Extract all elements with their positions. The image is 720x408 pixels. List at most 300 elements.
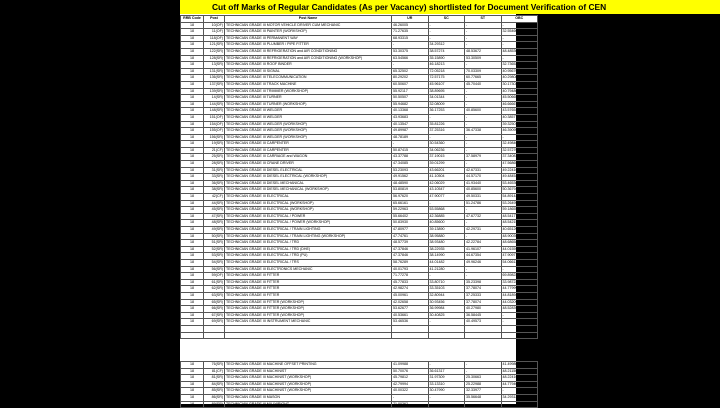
cell-ur: 47.37846 [392, 253, 429, 260]
cell-sc: - [428, 394, 465, 401]
cell-sc: 42.06029 [428, 180, 465, 187]
cell-post: 45(SR) [204, 207, 225, 214]
cell-obc: 32.57270 [501, 147, 538, 154]
cell-rrb-code: 18 [181, 394, 204, 401]
cell-sc: - [428, 134, 465, 141]
cell-st: 36.58445 [465, 312, 502, 319]
cell-post: 85(SR) [204, 388, 225, 395]
cell-sc: 33.35103 [428, 286, 465, 293]
cell-obc: - [501, 55, 538, 62]
cell-obc: - [501, 319, 538, 326]
cell-post: 49(SR) [204, 227, 225, 234]
cell-post-name: TECHNICIAN GRADE III FITTER [225, 273, 392, 280]
cell-st: - [465, 161, 502, 168]
cell-post: 76(SR) [204, 362, 225, 369]
table-row [181, 332, 538, 339]
cell-obc: 40.95676 [501, 68, 538, 75]
cell-post-name: TECHNICIAN GRADE III MACHINIST (WORKSHOP) [225, 381, 392, 388]
table-row [181, 240, 538, 247]
table-row [181, 368, 538, 375]
cell-rrb-code: 18 [181, 29, 204, 36]
cell-post: 84(SR) [204, 381, 225, 388]
cell-post-name: TECHNICIAN GRADE III ELECTRICAL / TRD [225, 240, 392, 247]
cell-sc: 32.08009 [428, 101, 465, 108]
cell-sc [428, 325, 465, 332]
cell-st: - [465, 401, 502, 408]
table-row [181, 362, 538, 369]
cell-ur [392, 325, 429, 332]
document-title: Cut off Marks of Regular Candidates (As per Vacancy) shortlisted for Document Verification of CEN [180, 0, 720, 14]
cell-st [465, 332, 502, 339]
cell-sc: 47.90077 [428, 194, 465, 201]
cell-rrb-code: 18 [181, 22, 204, 29]
cell-obc: - [501, 266, 538, 273]
cell-rrb-code: 18 [181, 88, 204, 95]
table-row [181, 312, 538, 319]
cell-rrb-code: 18 [181, 62, 204, 69]
cell-sc: 33.13310 [428, 381, 465, 388]
cell-ur: 50.50507 [392, 95, 429, 102]
cell-sc: 39.01299 [428, 161, 465, 168]
cell-post-name: TECHNICIAN GRADE III DIESEL ELECTRICAL [225, 167, 392, 174]
cell-obc: 49.48454 [501, 174, 538, 181]
cell-ur: 45.79812 [392, 375, 429, 382]
cell-ur: 46.26005 [392, 22, 429, 29]
cell-sc: 30.47990 [428, 388, 465, 395]
cell-ur [392, 332, 429, 339]
cell-obc: 46.66667 [501, 101, 538, 108]
cell-post [204, 325, 225, 332]
cell-post: 21(CF) [204, 147, 225, 154]
cell-post-name: TECHNICIAN GRADE III WELDER [225, 114, 392, 121]
cell-obc: 44.01559 [501, 246, 538, 253]
cell-post: 59(OF) [204, 273, 225, 280]
cell-rrb-code: 18 [181, 161, 204, 168]
cell-st: 37.78074 [465, 286, 502, 293]
cell-sc [428, 332, 465, 339]
header-rrb-code: RRB Code [181, 16, 204, 23]
cell-rrb-code: 18 [181, 246, 204, 253]
cell-st: 45.70440 [465, 81, 502, 88]
table-row [181, 134, 538, 141]
cell-post: 156(SR) [204, 134, 225, 141]
cell-obc: 44.77999 [501, 286, 538, 293]
cell-sc: 31.97309 [428, 375, 465, 382]
cell-obc: 32.73652 [501, 62, 538, 69]
cell-ur: 53.30375 [392, 48, 429, 55]
cell-st: - [465, 62, 502, 69]
cell-sc: 40.85600 [428, 220, 465, 227]
cell-rrb-code: 18 [181, 200, 204, 207]
cell-sc: 72.05218 [428, 68, 465, 75]
cell-post-name: TECHNICIAN GRADE III TRIMMER (WORKSHOP) [225, 88, 392, 95]
cell-post-name: TECHNICIAN GRADE III WELDER [225, 108, 392, 115]
cell-st: 37.78074 [465, 299, 502, 306]
cell-post-name: TECHNICIAN GRADE III CARPENTER [225, 147, 392, 154]
cell-ur: 58.76289 [392, 259, 429, 266]
cell-sc: 30.40825 [428, 312, 465, 319]
cell-post-name: TECHNICIAN GRADE III INSTRUMENT MECHANIC [225, 319, 392, 326]
cell-obc: - [501, 401, 538, 408]
cell-post-name: TECHNICIAN GRADE III ELECTRONICS MECHANIC [225, 266, 392, 273]
cell-post-name: TECHNICIAN GRADE III ELECTRICAL / TRD (DHE) [225, 246, 392, 253]
cell-rrb-code: 18 [181, 55, 204, 62]
cell-st: 41.93440 [465, 180, 502, 187]
cell-rrb-code: 18 [181, 154, 204, 161]
cell-rrb-code: 18 [181, 114, 204, 121]
cell-post: 67(SR) [204, 312, 225, 319]
cell-ur: 59.22963 [392, 207, 429, 214]
table-row [181, 292, 538, 299]
cell-rrb-code: 18 [181, 35, 204, 42]
cell-post: 44(SR) [204, 200, 225, 207]
table-row [181, 174, 538, 181]
cell-post-name: TECHNICIAN GRADE III DIESEL MECHANICAL (WORKSHOP) [225, 187, 392, 194]
cell-post-name: TECHNICIAN GRADE III ELECTRICAL / TRAIN LIGHTING [225, 227, 392, 234]
cell-obc: - [501, 312, 538, 319]
cell-post: 62(SR) [204, 286, 225, 293]
cell-st: - [465, 35, 502, 42]
cell-ur: - [392, 394, 429, 401]
cell-post: 69(SR) [204, 319, 225, 326]
table-row [181, 401, 538, 408]
cell-obc: 48.22416 [501, 375, 538, 382]
page-gap [180, 346, 516, 360]
cell-ur: 60.50607 [392, 81, 429, 88]
table-row [181, 207, 538, 214]
cell-obc: 37.34081 [501, 154, 538, 161]
cell-post: 65(SR) [204, 299, 225, 306]
cell-obc: 43.57654 [501, 108, 538, 115]
cell-rrb-code: 18 [181, 180, 204, 187]
header-post: Post [204, 16, 225, 23]
cell-st: 35.23398 [465, 279, 502, 286]
table-row [181, 88, 538, 95]
table-row [181, 286, 538, 293]
cell-ur: 63.54566 [392, 55, 429, 62]
cell-post-name: TECHNICIAN GRADE III ELECTRICAL / TRAIN LIGHTING (WORKSHOP) [225, 233, 392, 240]
cell-sc: 34.06236 [428, 147, 465, 154]
cell-post-name: TECHNICIAN GRADE III FITTER [225, 279, 392, 286]
table-row [181, 161, 538, 168]
cell-sc: 41.21280 [428, 266, 465, 273]
table-row [181, 22, 538, 29]
cell-st: 44.67354 [465, 253, 502, 260]
cell-sc: 43.10547 [428, 187, 465, 194]
cell-ur: 53.46536 [392, 319, 429, 326]
cell-sc: - [428, 29, 465, 36]
cell-ur: 42.02658 [392, 299, 429, 306]
cell-post-name: TECHNICIAN GRADE III FITTER [225, 292, 392, 299]
cell-st: 53.30509 [465, 55, 502, 62]
table-row [181, 306, 538, 313]
cell-ur: 43.93683 [392, 114, 429, 121]
cell-ur: 45.00961 [392, 292, 429, 299]
cell-st: 49.96246 [465, 259, 502, 266]
cell-sc: 53.55868 [428, 207, 465, 214]
cell-rrb-code: 18 [181, 141, 204, 148]
cell-rrb-code: 18 [181, 81, 204, 88]
cell-ur: 55.66402 [392, 213, 429, 220]
cell-post-name: TECHNICIAN GRADE III TRACK MACHINE [225, 81, 392, 88]
cell-st: 37.25333 [465, 292, 502, 299]
cell-rrb-code: 18 [181, 306, 204, 313]
cell-ur: 42.79994 [392, 381, 429, 388]
cell-ur: 68.93315 [392, 35, 429, 42]
cell-st: 60.77665 [465, 75, 502, 82]
cell-sc: 34.01344 [428, 95, 465, 102]
cell-sc: 41.10504 [428, 174, 465, 181]
cell-obc: 54.89144 [501, 194, 538, 201]
cell-obc: 53.46530 [501, 180, 538, 187]
cell-sc: - [428, 273, 465, 280]
table-row [181, 279, 538, 286]
cell-rrb-code: 18 [181, 279, 204, 286]
cell-obc: 48.48530 [501, 48, 538, 55]
table-row [181, 128, 538, 135]
table-row [181, 319, 538, 326]
table-row [181, 42, 538, 49]
cell-rrb-code: 18 [181, 259, 204, 266]
cell-obc: - [501, 35, 538, 42]
cell-post-name: TECHNICIAN GRADE III TELECOMMUNICATION [225, 75, 392, 82]
cell-ur: 49.89987 [392, 128, 429, 135]
cell-sc: - [428, 401, 465, 408]
cell-obc: 32.49846 [501, 141, 538, 148]
cell-st: 36.47338 [465, 128, 502, 135]
table-row [181, 213, 538, 220]
cell-post-name: TECHNICIAN GRADE III ELECTRICAL [225, 194, 392, 201]
cell-rrb-code: 18 [181, 381, 204, 388]
table-row [181, 75, 538, 82]
cell-ur: 71.27635 [392, 29, 429, 36]
cell-obc: 44.03209 [501, 299, 538, 306]
cell-sc: 38.95880 [428, 233, 465, 240]
header-st: ST [465, 16, 502, 23]
cell-post-name: TECHNICIAN GRADE III CARRIAGE and WAGON [225, 154, 392, 161]
cell-post-name: TECHNICIAN GRADE III ROOF BINDER [225, 62, 392, 69]
cell-st: - [465, 101, 502, 108]
table-row [181, 114, 538, 121]
cell-rrb-code: 18 [181, 362, 204, 369]
cell-obc: 48.90039 [501, 233, 538, 240]
table-row [181, 246, 538, 253]
cell-ur: 50.87415 [392, 147, 429, 154]
cell-obc: 50.36794 [501, 187, 538, 194]
table-row [181, 154, 538, 161]
cell-post-name: TECHNICIAN GRADE III WELDER (WORKSHOP) [225, 128, 392, 135]
cell-ur: 55.92117 [392, 88, 429, 95]
cell-st: 44.57170 [465, 174, 502, 181]
cell-st: 35.56648 [465, 394, 502, 401]
cell-post [204, 332, 225, 339]
cell-ur: - [392, 42, 429, 49]
table-row [181, 194, 538, 201]
cell-st: 48.53672 [465, 48, 502, 55]
table-row [181, 62, 538, 69]
table-row [181, 81, 538, 88]
cell-ur: 65.32502 [392, 68, 429, 75]
cell-ur: - [392, 62, 429, 69]
cell-rrb-code: 18 [181, 273, 204, 280]
cell-post: 81(SR) [204, 375, 225, 382]
cell-post: 81(CF) [204, 368, 225, 375]
cell-st: - [465, 29, 502, 36]
table-row [181, 220, 538, 227]
cell-st: 70.03309 [465, 68, 502, 75]
cell-st: 42.29731 [465, 227, 502, 234]
cell-post-name: TECHNICIAN GRADE III MILLWRIGHT [225, 401, 392, 408]
cell-sc: - [428, 114, 465, 121]
cell-ur: 71.00362 [392, 401, 429, 408]
cell-post-name: TECHNICIAN GRADE III CARPENTER [225, 141, 392, 148]
table-row [181, 200, 538, 207]
cell-sc: 36.99984 [428, 306, 465, 313]
cell-rrb-code: 18 [181, 207, 204, 214]
table-row [181, 121, 538, 128]
cell-obc: 48.52839 [501, 306, 538, 313]
cell-ur: 53.62677 [392, 306, 429, 313]
cell-post-name: TECHNICIAN GRADE III WELDER (WORKSHOP) [225, 121, 392, 128]
cell-ur: 47.74761 [392, 233, 429, 240]
cell-ur: 56.97620 [392, 194, 429, 201]
table-row [181, 394, 538, 401]
cell-st: 40.85600 [465, 187, 502, 194]
cell-sc: 38.93480 [428, 240, 465, 247]
cell-ur: 48.57739 [392, 240, 429, 247]
cell-post-name: TECHNICIAN GRADE III REFRIGERATION and AIR CONDITIONING [225, 48, 392, 55]
cell-post: 25(SR) [204, 154, 225, 161]
cell-post-name: TECHNICIAN GRADE III ELECTRICAL (WORKSHOP) [225, 200, 392, 207]
cell-ur: 65.66161 [392, 200, 429, 207]
cell-obc: 40.79486 [501, 88, 538, 95]
cell-st: - [465, 220, 502, 227]
cell-ur: 40.13547 [392, 121, 429, 128]
cell-post: 137(SR) [204, 81, 225, 88]
cell-post-name: TECHNICIAN GRADE III REFRIGERATION and AIR CONDITIONING (WORKSHOP) [225, 55, 392, 62]
cell-rrb-code: 18 [181, 147, 204, 154]
table-row [181, 299, 538, 306]
table-row [181, 381, 538, 388]
cell-sc: 37.19015 [428, 154, 465, 161]
cell-rrb-code: 18 [181, 101, 204, 108]
cell-st: - [465, 207, 502, 214]
cell-rrb-code: 18 [181, 174, 204, 181]
cell-ur: 43.37788 [392, 154, 429, 161]
cell-post: 53(SR) [204, 253, 225, 260]
table-row [181, 141, 538, 148]
table-row [181, 180, 538, 187]
cell-rrb-code [181, 325, 204, 332]
cell-obc: 59.18655 [501, 207, 538, 214]
cell-rrb-code [181, 332, 204, 339]
cell-ur: - [392, 141, 429, 148]
cell-post: 50(SR) [204, 233, 225, 240]
cell-post-name: TECHNICIAN GRADE III SIGNAL [225, 68, 392, 75]
table-row [181, 29, 538, 36]
cell-obc: 48.21156 [501, 368, 538, 375]
cell-post-name: TECHNICIAN GRADE III ELECTRICAL (WORKSHOP) [225, 207, 392, 214]
cell-st: 40.49573 [465, 319, 502, 326]
cell-st: - [465, 368, 502, 375]
cell-rrb-code: 18 [181, 121, 204, 128]
header-post-name: Post Name [225, 16, 392, 23]
cell-rrb-code: 18 [181, 388, 204, 395]
cell-post-name: TECHNICIAN GRADE III MACHINIST [225, 368, 392, 375]
cell-post: 131(SR) [204, 68, 225, 75]
cutoff-table-bottom [180, 361, 538, 408]
cell-sc: 46.18213 [428, 62, 465, 69]
cell-rrb-code: 18 [181, 213, 204, 220]
table-row [181, 253, 538, 260]
cell-post-name: TECHNICIAN GRADE III TURNER [225, 95, 392, 102]
cell-st: 41.96107 [465, 246, 502, 253]
cell-rrb-code: 18 [181, 227, 204, 234]
cell-ur: 40.00322 [392, 388, 429, 395]
cell-sc: 36.17253 [428, 108, 465, 115]
cell-post: 13(SR) [204, 62, 225, 69]
cell-obc: 40.29808 [501, 75, 538, 82]
cell-rrb-code: 18 [181, 194, 204, 201]
cell-obc: 48.54177 [501, 213, 538, 220]
cell-obc: 30.17302 [501, 81, 538, 88]
cell-obc: 47.56865 [501, 161, 538, 168]
cell-ur: 47.34085 [392, 161, 429, 168]
cell-ur: 50.83930 [392, 220, 429, 227]
cell-rrb-code: 18 [181, 299, 204, 306]
cell-post: 14(SR) [204, 95, 225, 102]
cell-st: 42.67331 [465, 167, 502, 174]
cell-obc: - [501, 22, 538, 29]
cell-ur: 40.01793 [392, 266, 429, 273]
cell-sc: 45.96107 [428, 81, 465, 88]
cell-sc: 72.57175 [428, 75, 465, 82]
cell-rrb-code: 18 [181, 233, 204, 240]
table-header-row [181, 16, 538, 23]
cell-post-name: TECHNICIAN GRADE III PERMANENT WAY [225, 35, 392, 42]
cell-obc: 47.90977 [501, 253, 538, 260]
cell-rrb-code: 18 [181, 401, 204, 408]
cell-ur: 71.77278 [392, 273, 429, 280]
cell-obc: 41.49980 [501, 362, 538, 369]
table-row [181, 375, 538, 382]
cell-post: 61(SR) [204, 279, 225, 286]
cell-post: 11(OF) [204, 29, 225, 36]
cell-sc: 35.81226 [428, 121, 465, 128]
cell-post-name: TECHNICIAN GRADE III ELECTRICAL / TRD (PU) [225, 253, 392, 260]
cell-rrb-code: 18 [181, 108, 204, 115]
cell-sc: 38.14990 [428, 253, 465, 260]
cell-post-name: TECHNICIAN GRADE III MACHINE OFFSET PRINTING [225, 362, 392, 369]
cell-rrb-code: 18 [181, 240, 204, 247]
cell-st: - [465, 134, 502, 141]
cell-sc: 34.29312 [428, 42, 465, 49]
cell-rrb-code: 18 [181, 319, 204, 326]
cell-st: - [465, 121, 502, 128]
cell-post: 122(SR) [204, 48, 225, 55]
cell-rrb-code: 18 [181, 128, 204, 135]
cell-post-name: TECHNICIAN GRADE III ELECTRICAL / TRS [225, 259, 392, 266]
cell-ur: 47.37846 [392, 246, 429, 253]
table-row [181, 95, 538, 102]
table-row [181, 55, 538, 62]
cell-post: 118(OF) [204, 35, 225, 42]
cell-post-name: TECHNICIAN GRADE III FITTER (WORKSHOP) [225, 306, 392, 313]
cell-rrb-code: 18 [181, 68, 204, 75]
cell-obc: 45.50665 [501, 95, 538, 102]
cell-obc [501, 332, 538, 339]
cell-st: - [465, 95, 502, 102]
